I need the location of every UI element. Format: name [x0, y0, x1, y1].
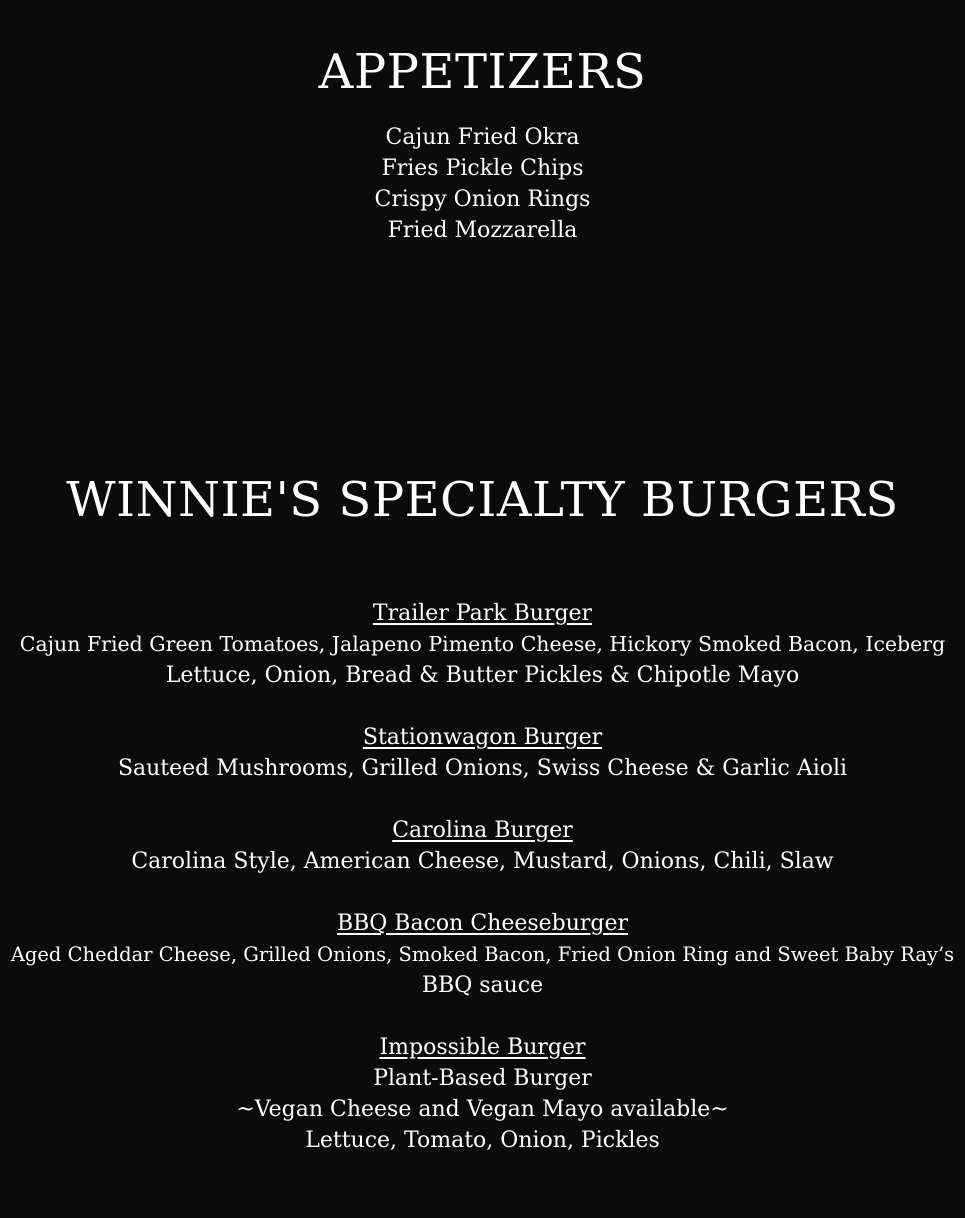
burger-description: Sauteed Mushrooms, Grilled Onions, Swiss Cheese & Garlic Aioli	[117, 756, 848, 781]
burger-description: Lettuce, Onion, Bread & Butter Pickles & Chipotle Mayo	[165, 663, 800, 688]
burger-description: Lettuce, Tomato, Onion, Pickles	[305, 1128, 660, 1153]
burger-name-carolina: Carolina Burger	[392, 818, 573, 843]
burger-name-bbq-bacon: BBQ Bacon Cheeseburger	[336, 911, 629, 936]
appetizer-item: Crispy Onion Rings	[374, 187, 591, 212]
appetizer-item: Fries Pickle Chips	[381, 156, 584, 181]
burger-name-stationwagon: Stationwagon Burger	[362, 725, 603, 750]
burger-name-impossible: Impossible Burger	[379, 1035, 586, 1060]
appetizers-heading: APPETIZERS	[318, 44, 647, 100]
appetizer-item: Cajun Fried Okra	[385, 125, 580, 150]
burger-description: Plant-Based Burger	[373, 1066, 592, 1091]
burger-description: Carolina Style, American Cheese, Mustard, Onions, Chili, Slaw	[131, 849, 834, 874]
burger-description: Cajun Fried Green Tomatoes, Jalapeno Pimento Cheese, Hickory Smoked Bacon, Iceberg	[19, 632, 946, 656]
burger-name-trailer-park: Trailer Park Burger	[372, 601, 593, 626]
burgers-heading: WINNIE'S SPECIALTY BURGERS	[66, 472, 899, 528]
burger-description: ~Vegan Cheese and Vegan Mayo available~	[236, 1097, 729, 1122]
burger-description: BBQ sauce	[421, 973, 544, 998]
burger-description: Aged Cheddar Cheese, Grilled Onions, Smoked Bacon, Fried Onion Ring and Sweet Baby Ray’s	[10, 943, 955, 966]
appetizer-item: Fried Mozzarella	[387, 218, 578, 243]
